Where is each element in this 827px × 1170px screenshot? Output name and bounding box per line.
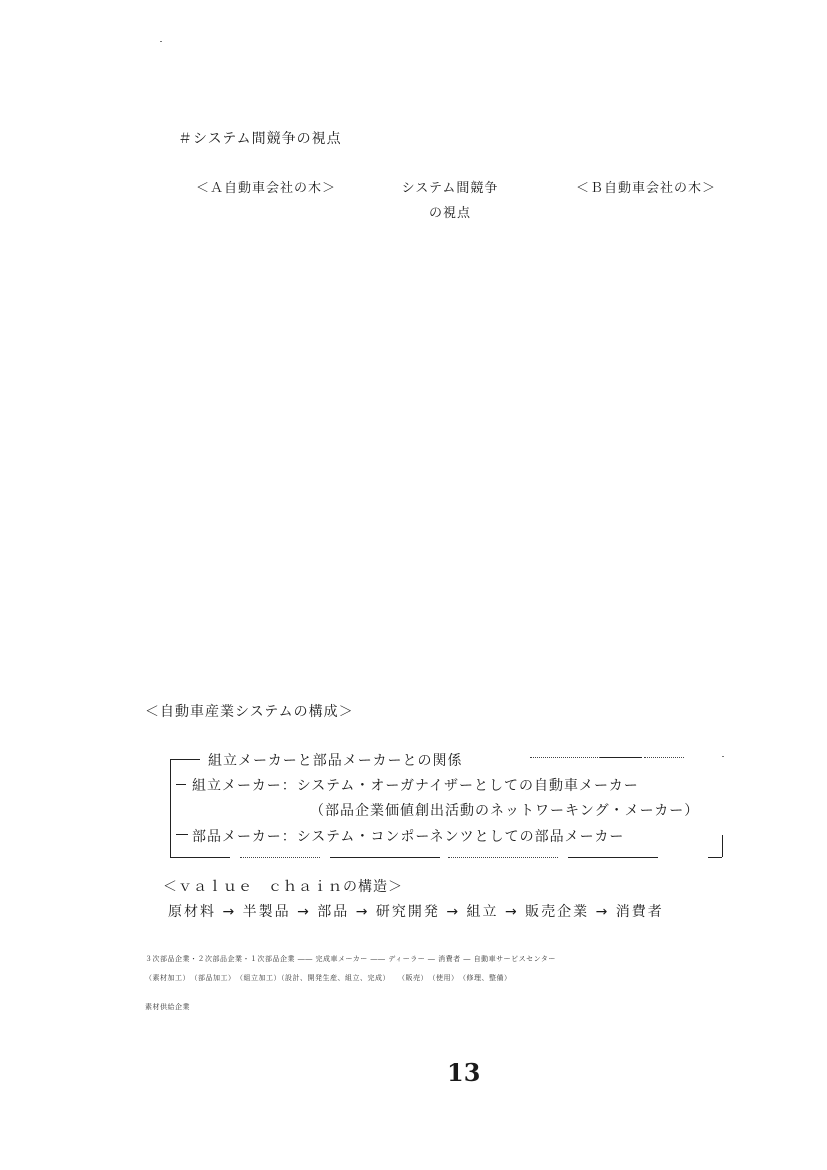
system-competition-view-label [390,177,510,221]
relation-line-2: 組立メーカー：システム・オーガナイザーとしての自動車メーカー [192,778,639,794]
value-chain-flow: 原材料 → 半製品 → 部品 → 研究開発 → 組立 → 販売企業 → 消費者 [168,904,664,920]
bracket-bottom-rule-c [568,857,658,858]
relation-top-rule [600,757,642,758]
bracket-right-foot [708,857,722,858]
industry-system-title: ＜自動車産業システムの構成＞ [145,704,354,720]
line4-lead-dash [176,834,188,835]
relation-line-3: （部品企業価値創出活動のネットワーキング・メーカー） [310,803,700,819]
supply-chain-note-2: （素材加工） （部品加工） （組立加工）（設計、開発生産、組立、完成） （販売） （使用） （修理、整備） [145,974,512,982]
supply-chain-note-1: ３次部品企業・２次部品企業・１次部品企業 ―― 完成車メーカー ―― ディーラー ― 消費者 ― 自動車サービスセンター [145,955,556,963]
line2-lead-dash [176,784,186,785]
value-chain-title: ＜ｖａｌｕｅ ｃｈａｉｎの構造＞ [163,879,403,895]
relation-top-dots [530,757,600,758]
bracket-bottom-dots-a [240,857,320,858]
bracket-bottom-rule-a [170,857,230,858]
relation-top-dots-b [644,757,684,758]
scan-speck [160,41,162,42]
supply-chain-note-3: 素材供給企業 [145,1003,190,1011]
bracket-bottom-dots-b [448,857,558,858]
page-heading: ＃システム間競争の視点 [178,131,342,147]
system-competition-line2: の視点 [428,206,471,221]
page-number: 13 [447,1058,481,1087]
relation-top-speck [722,756,724,757]
bracket-bottom-rule-b [330,857,440,858]
bracket-right-rule [722,835,723,857]
bracket-left-rule [170,759,171,857]
relation-line-1: 組立メーカーと部品メーカーとの関係 [208,753,463,769]
system-competition-line1: システム間競争 [401,181,499,196]
company-a-tree-label: ＜Ａ自動車会社の木＞ [196,181,337,196]
bracket-top-rule [170,759,200,760]
company-b-tree-label: ＜Ｂ自動車会社の木＞ [576,181,717,196]
relation-line-4: 部品メーカー：システム・コンポーネンツとしての部品メーカー [192,829,625,845]
